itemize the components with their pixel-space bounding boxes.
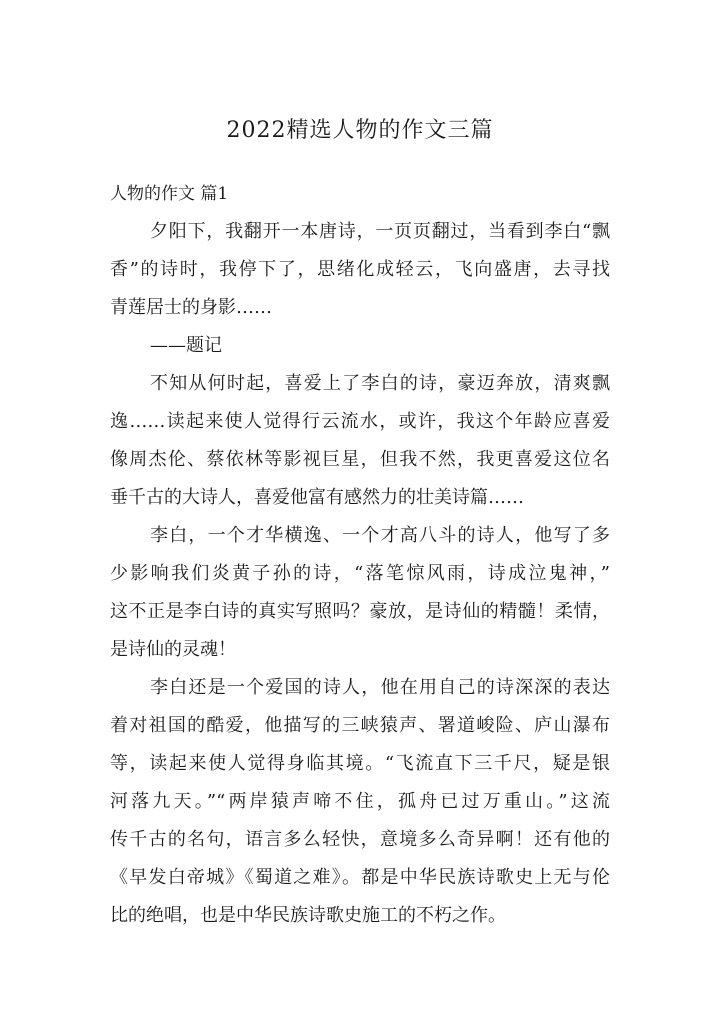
document-title: 2022精选人物的作文三篇 xyxy=(226,118,494,143)
paragraph-line: 青莲居士的身影…… xyxy=(110,297,272,318)
paragraph-line: 李白还是一个爱国的诗人，他在用自己的诗深深的表达 xyxy=(150,677,610,698)
paragraph-line: 少影响我们炎黄子孙的诗，“落笔惊风雨，诗成泣鬼神，” xyxy=(110,563,610,584)
paragraph-line: 等，读起来使人觉得身临其境。“飞流直下三千尺，疑是银 xyxy=(110,753,610,774)
epigraph-attribution: ——题记 xyxy=(150,335,222,356)
paragraph-line: 夕阳下，我翻开一本唐诗，一页页翻过，当看到李白“飘 xyxy=(150,221,610,242)
paragraph-line: 李白，一个才华横逸、一个才高八斗的诗人，他写了多 xyxy=(150,525,610,546)
paragraph-line: 《早发白帝城》《蜀道之难》。都是中华民族诗歌史上无与伦 xyxy=(110,867,610,888)
paragraph-line: 传千古的名句，语言多么轻快，意境多么奇异啊！还有他的 xyxy=(110,829,610,850)
paragraph-line: 是诗仙的灵魂！ xyxy=(110,639,236,660)
paragraph-line: 像周杰伦、蔡依林等影视巨星，但我不然，我更喜爱这位名 xyxy=(110,449,610,470)
paragraph-line: 不知从何时起，喜爱上了李白的诗，豪迈奔放，清爽飘 xyxy=(150,373,610,394)
paragraph-line: 河落九天。”“两岸猿声啼不住，孤舟已过万重山。”这流 xyxy=(110,791,610,812)
section-heading: 人物的作文 篇1 xyxy=(110,184,229,204)
paragraph-line: 着对祖国的酷爱，他描写的三峡猿声、署道峻险、庐山瀑布 xyxy=(110,715,610,736)
paragraph-line: 垂千古的大诗人，喜爱他富有感然力的壮美诗篇…… xyxy=(110,487,524,508)
paragraph-line: 香”的诗时，我停下了，思绪化成轻云，飞向盛唐，去寻找 xyxy=(110,259,610,280)
paragraph-line: 逸……读起来使人觉得行云流水，或许，我这个年龄应喜爱 xyxy=(110,411,610,432)
paragraph-line: 这不正是李白诗的真实写照吗？豪放，是诗仙的精髓！柔情， xyxy=(110,601,610,622)
paragraph-line: 比的绝唱，也是中华民族诗歌史施工的不朽之作。 xyxy=(110,905,506,926)
